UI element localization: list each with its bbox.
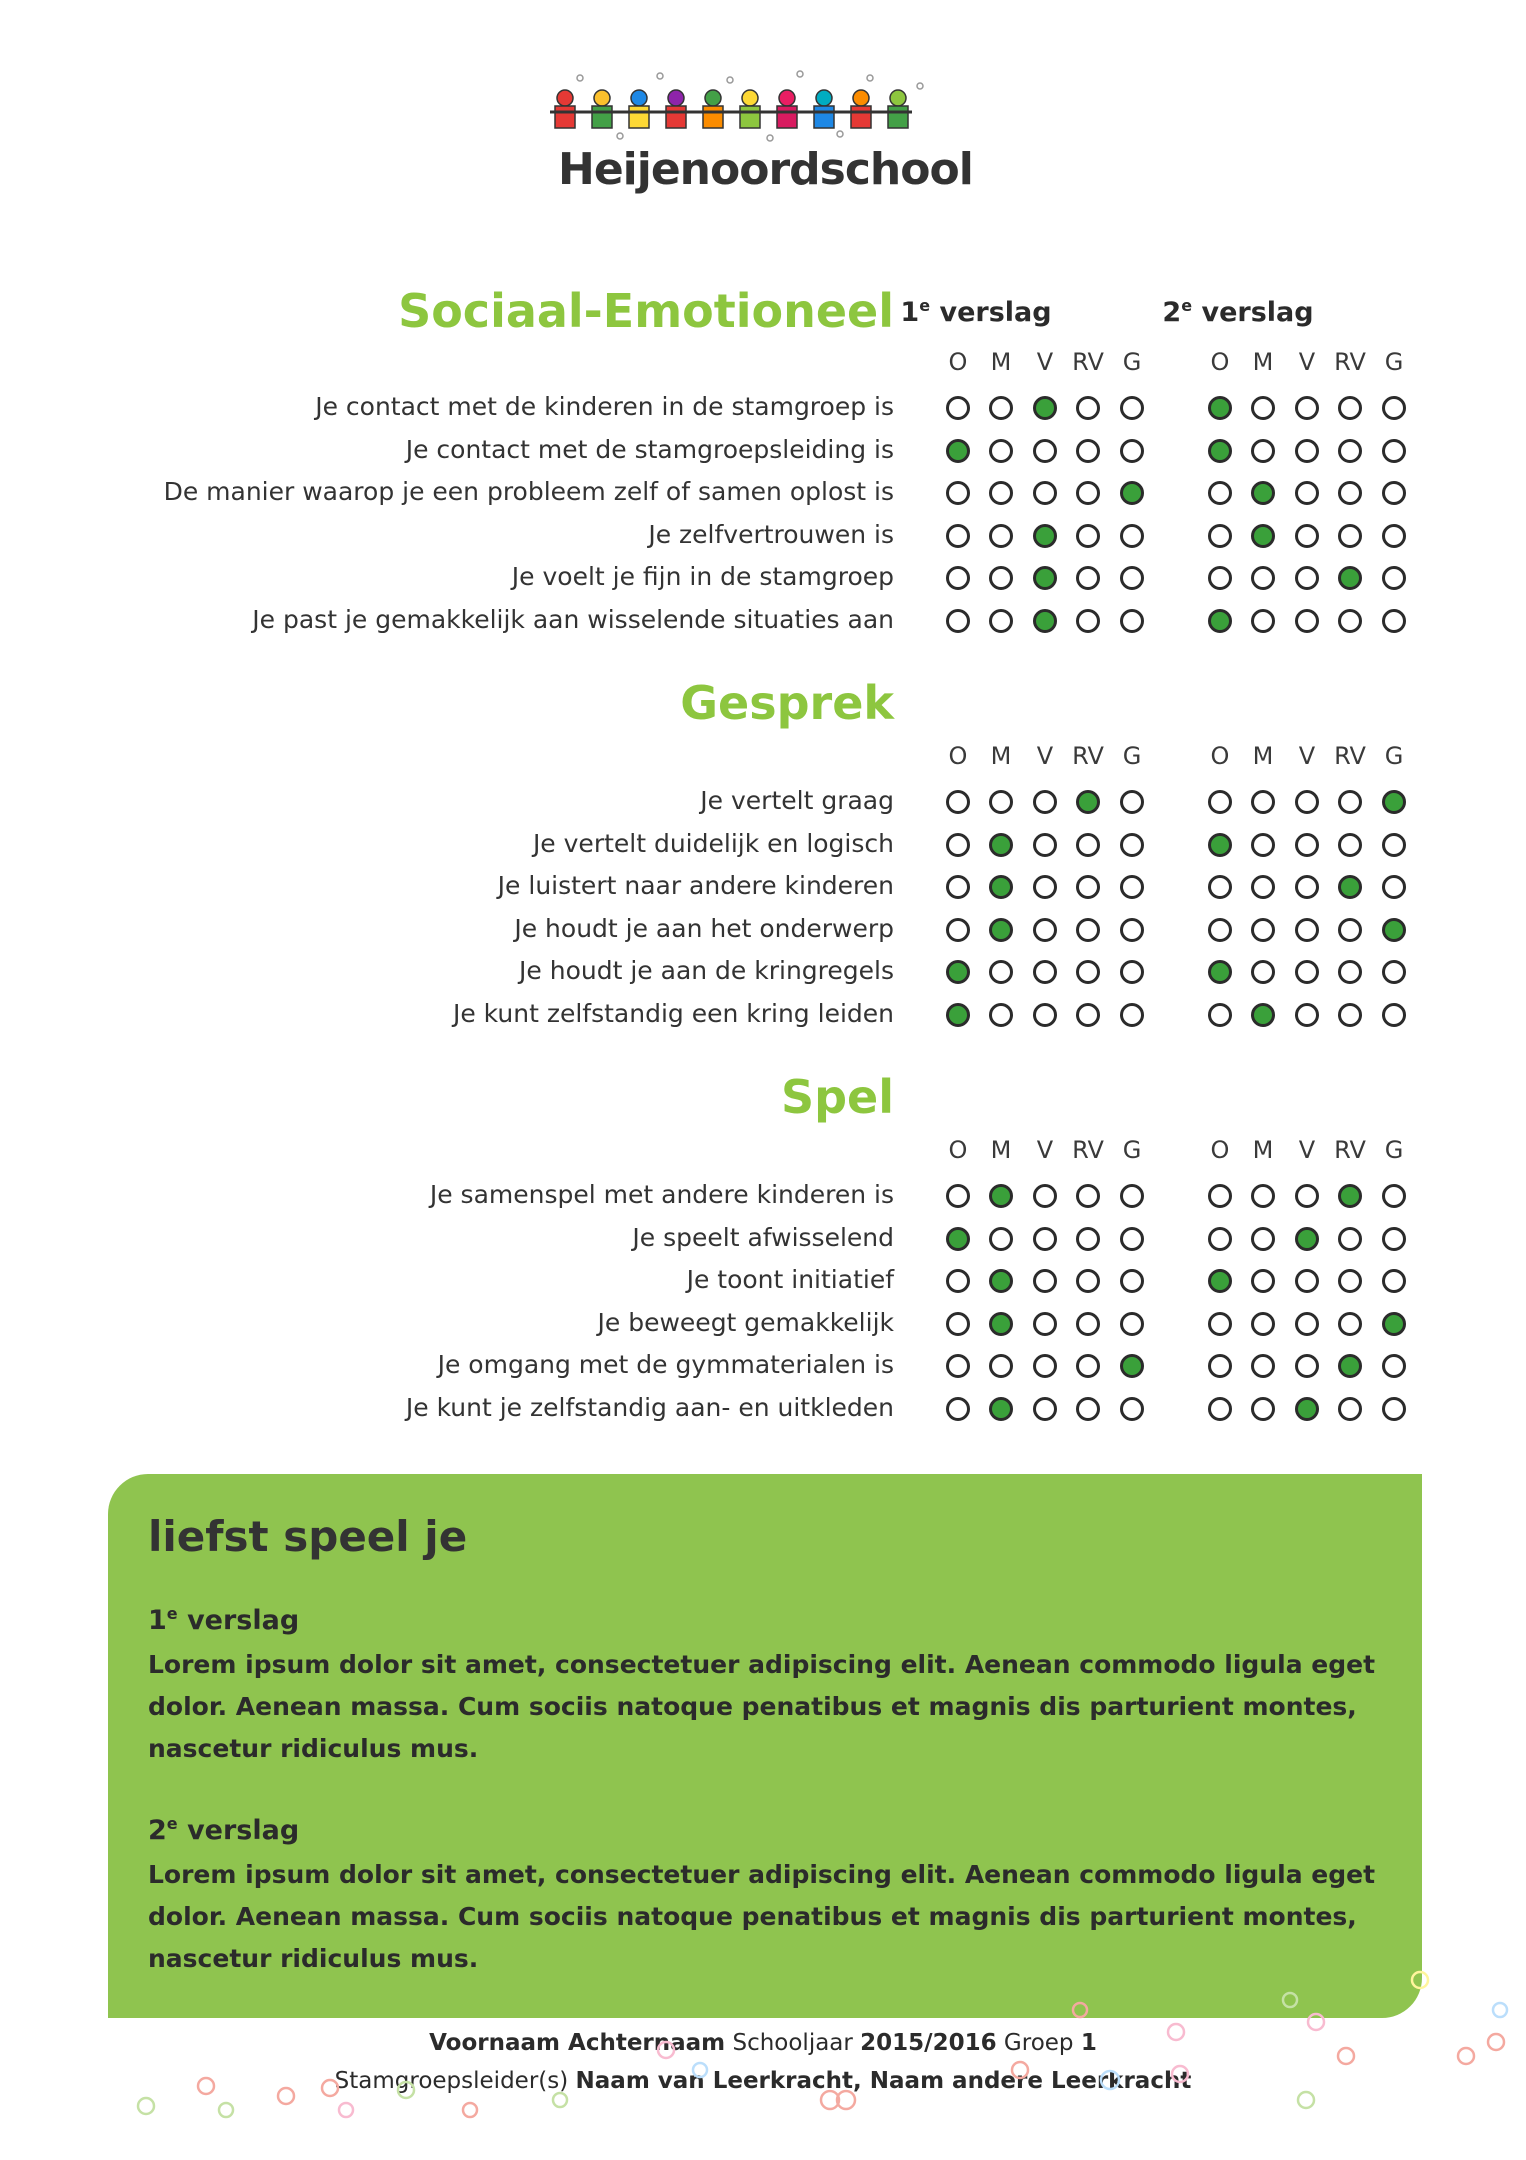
radio-first-g[interactable]: [1120, 875, 1144, 899]
radio-first-m[interactable]: [989, 439, 1013, 463]
rating-row: [0, 599, 1526, 641]
selected-radio-second-v[interactable]: [1295, 1227, 1319, 1251]
radio-first-rv[interactable]: [1076, 609, 1100, 633]
selected-radio-first-m[interactable]: [989, 833, 1013, 857]
school-name: Heijenoordschool: [558, 144, 973, 195]
radio-first-rv[interactable]: [1076, 1312, 1100, 1336]
radio-second-g[interactable]: [1382, 1397, 1406, 1421]
radio-second-m[interactable]: [1251, 875, 1275, 899]
radio-second-o[interactable]: [1208, 918, 1232, 942]
radio-first-rv[interactable]: [1076, 875, 1100, 899]
scale-label-g: G: [1384, 742, 1404, 770]
scale-label-rv: RV: [1334, 1136, 1366, 1164]
radio-second-v[interactable]: [1295, 960, 1319, 984]
radio-second-o[interactable]: [1208, 1312, 1232, 1336]
radio-second-v[interactable]: [1295, 1354, 1319, 1378]
radio-first-v[interactable]: [1033, 875, 1057, 899]
scale-label-m: M: [1252, 742, 1274, 770]
radio-second-v[interactable]: [1295, 566, 1319, 590]
radio-first-rv[interactable]: [1076, 1269, 1100, 1293]
radio-second-o[interactable]: [1208, 481, 1232, 505]
rating-label: De manier waarop je een probleem zelf of samen oplost is: [163, 477, 894, 506]
radio-first-v[interactable]: [1033, 1184, 1057, 1208]
radio-first-rv[interactable]: [1076, 439, 1100, 463]
student-name: Voornaam Achternaam: [429, 2030, 726, 2056]
radio-second-g[interactable]: [1382, 524, 1406, 548]
scale-label-rv: RV: [1072, 1136, 1104, 1164]
selected-radio-second-m[interactable]: [1251, 1003, 1275, 1027]
radio-first-rv[interactable]: [1076, 1397, 1100, 1421]
radio-second-m[interactable]: [1251, 439, 1275, 463]
radio-first-v[interactable]: [1033, 790, 1057, 814]
radio-first-rv[interactable]: [1076, 396, 1100, 420]
radio-second-m[interactable]: [1251, 1269, 1275, 1293]
radio-second-o[interactable]: [1208, 566, 1232, 590]
radio-second-rv[interactable]: [1338, 524, 1362, 548]
selected-radio-first-v[interactable]: [1033, 566, 1057, 590]
radio-second-rv[interactable]: [1338, 960, 1362, 984]
radio-second-rv[interactable]: [1338, 481, 1362, 505]
rating-label: Je zelfvertrouwen is: [648, 519, 894, 549]
radio-first-m[interactable]: [989, 609, 1013, 633]
radio-second-rv[interactable]: [1338, 1269, 1362, 1293]
selected-radio-second-m[interactable]: [1251, 524, 1275, 548]
radio-first-m[interactable]: [989, 481, 1013, 505]
selected-radio-first-g[interactable]: [1120, 1354, 1144, 1378]
rating-label: Je kunt zelfstandig een kring leiden: [452, 998, 894, 1028]
radio-first-o[interactable]: [946, 918, 970, 942]
radio-first-rv[interactable]: [1076, 524, 1100, 548]
selected-radio-second-o[interactable]: [1208, 960, 1232, 984]
scale-label-v: V: [1298, 348, 1316, 376]
radio-second-o[interactable]: [1208, 1003, 1232, 1027]
radio-second-v[interactable]: [1295, 609, 1319, 633]
radio-first-m[interactable]: [989, 960, 1013, 984]
radio-second-m[interactable]: [1251, 1312, 1275, 1336]
selected-radio-second-rv[interactable]: [1338, 1354, 1362, 1378]
selected-radio-second-rv[interactable]: [1338, 1184, 1362, 1208]
radio-second-v[interactable]: [1295, 1269, 1319, 1293]
selected-radio-first-m[interactable]: [989, 1397, 1013, 1421]
rating-label: Je contact met de stamgroepsleiding is: [405, 434, 894, 464]
radio-first-rv[interactable]: [1076, 1184, 1100, 1208]
radio-first-g[interactable]: [1120, 566, 1144, 590]
radio-first-v[interactable]: [1033, 1003, 1057, 1027]
radio-first-v[interactable]: [1033, 1397, 1057, 1421]
selected-radio-first-v[interactable]: [1033, 609, 1057, 633]
rating-label: Je speelt afwisselend: [632, 1222, 894, 1252]
scale-label-m: M: [990, 348, 1012, 376]
selected-radio-second-o[interactable]: [1208, 833, 1232, 857]
radio-first-v[interactable]: [1033, 960, 1057, 984]
teacher-label: Stamgroepsleider(s): [334, 2068, 569, 2094]
radio-second-g[interactable]: [1382, 1269, 1406, 1293]
radio-second-v[interactable]: [1295, 524, 1319, 548]
radio-first-o[interactable]: [946, 524, 970, 548]
selected-radio-first-o[interactable]: [946, 960, 970, 984]
scale-label-rv: RV: [1072, 742, 1104, 770]
section-title: Gesprek: [680, 676, 894, 730]
rating-label: Je omgang met de gymmaterialen is: [437, 1350, 894, 1379]
radio-first-g[interactable]: [1120, 790, 1144, 814]
radio-second-g[interactable]: [1382, 1227, 1406, 1251]
selected-radio-first-v[interactable]: [1033, 524, 1057, 548]
selected-radio-second-rv[interactable]: [1338, 566, 1362, 590]
radio-second-o[interactable]: [1208, 1397, 1232, 1421]
radio-first-rv[interactable]: [1076, 1227, 1100, 1251]
radio-second-m[interactable]: [1251, 1227, 1275, 1251]
radio-second-o[interactable]: [1208, 1184, 1232, 1208]
rating-row: [0, 514, 1526, 556]
radio-second-v[interactable]: [1295, 1184, 1319, 1208]
radio-first-rv[interactable]: [1076, 481, 1100, 505]
radio-first-o[interactable]: [946, 1184, 970, 1208]
scale-label-g: G: [1122, 1136, 1142, 1164]
scale-label-v: V: [1036, 348, 1054, 376]
selected-radio-first-m[interactable]: [989, 1312, 1013, 1336]
selected-radio-second-o[interactable]: [1208, 439, 1232, 463]
radio-second-o[interactable]: [1208, 1227, 1232, 1251]
rating-label: Je houdt je aan de kringregels: [519, 956, 894, 985]
radio-first-rv[interactable]: [1076, 960, 1100, 984]
radio-second-m[interactable]: [1251, 1184, 1275, 1208]
scale-label-o: O: [948, 1136, 968, 1164]
radio-second-g[interactable]: [1382, 1184, 1406, 1208]
rating-row: [0, 386, 1526, 428]
radio-second-m[interactable]: [1251, 1354, 1275, 1378]
favorite-report-2-heading: 2e verslag: [148, 1814, 300, 1846]
radio-first-rv[interactable]: [1076, 1354, 1100, 1378]
scale-label-g: G: [1122, 348, 1142, 376]
radio-first-v[interactable]: [1033, 439, 1057, 463]
section-title: Sociaal-Emotioneel: [398, 284, 894, 338]
radio-second-o[interactable]: [1208, 875, 1232, 899]
radio-second-g[interactable]: [1382, 1003, 1406, 1027]
radio-second-g[interactable]: [1382, 439, 1406, 463]
radio-second-rv[interactable]: [1338, 1003, 1362, 1027]
selected-radio-second-o[interactable]: [1208, 609, 1232, 633]
report-heading-first: 1e verslag: [900, 296, 1052, 328]
selected-radio-first-m[interactable]: [989, 875, 1013, 899]
radio-second-rv[interactable]: [1338, 1227, 1362, 1251]
scale-label-v: V: [1036, 1136, 1054, 1164]
rating-row: [0, 429, 1526, 471]
scale-label-g: G: [1384, 348, 1404, 376]
rating-row: [0, 950, 1526, 992]
favorite-report-1-heading: 1e verslag: [148, 1604, 300, 1636]
selected-radio-first-v[interactable]: [1033, 396, 1057, 420]
radio-first-rv[interactable]: [1076, 833, 1100, 857]
selected-radio-second-g[interactable]: [1382, 1312, 1406, 1336]
selected-radio-first-m[interactable]: [989, 918, 1013, 942]
radio-first-v[interactable]: [1033, 1269, 1057, 1293]
rating-label: Je kunt je zelfstandig aan- en uitkleden: [405, 1392, 894, 1422]
favorite-title: liefst speel je: [148, 1512, 468, 1561]
radio-second-g[interactable]: [1382, 875, 1406, 899]
selected-radio-first-rv[interactable]: [1076, 790, 1100, 814]
radio-second-rv[interactable]: [1338, 1397, 1362, 1421]
rating-label: Je vertelt graag: [700, 786, 894, 815]
rating-row: [0, 1259, 1526, 1301]
radio-first-v[interactable]: [1033, 918, 1057, 942]
rating-row: [0, 823, 1526, 865]
radio-first-m[interactable]: [989, 1003, 1013, 1027]
selected-radio-first-o[interactable]: [946, 1227, 970, 1251]
scale-label-m: M: [990, 742, 1012, 770]
radio-first-o[interactable]: [946, 481, 970, 505]
radio-first-g[interactable]: [1120, 1312, 1144, 1336]
radio-first-o[interactable]: [946, 833, 970, 857]
radio-second-g[interactable]: [1382, 396, 1406, 420]
rating-label: Je toont initiatief: [686, 1265, 894, 1294]
rating-row: [0, 780, 1526, 822]
selected-radio-second-o[interactable]: [1208, 1269, 1232, 1293]
report-heading-second: 2e verslag: [1162, 296, 1314, 328]
radio-first-g[interactable]: [1120, 1269, 1144, 1293]
radio-second-v[interactable]: [1295, 918, 1319, 942]
radio-second-v[interactable]: [1295, 1003, 1319, 1027]
rating-label: Je houdt je aan het onderwerp: [514, 913, 894, 943]
radio-second-v[interactable]: [1295, 481, 1319, 505]
school-logo: [540, 68, 990, 198]
radio-second-v[interactable]: [1295, 875, 1319, 899]
radio-second-m[interactable]: [1251, 790, 1275, 814]
radio-second-g[interactable]: [1382, 609, 1406, 633]
teacher-names: Naam van Leerkracht, Naam andere Leerkracht: [575, 2068, 1192, 2094]
rating-row: [0, 865, 1526, 907]
scale-label-g: G: [1384, 1136, 1404, 1164]
selected-radio-second-o[interactable]: [1208, 396, 1232, 420]
radio-first-m[interactable]: [989, 396, 1013, 420]
rating-row: [0, 908, 1526, 950]
scale-label-m: M: [1252, 348, 1274, 376]
selected-radio-second-m[interactable]: [1251, 481, 1275, 505]
radio-second-rv[interactable]: [1338, 439, 1362, 463]
radio-second-v[interactable]: [1295, 1312, 1319, 1336]
radio-first-g[interactable]: [1120, 1184, 1144, 1208]
radio-first-v[interactable]: [1033, 833, 1057, 857]
radio-first-rv[interactable]: [1076, 1003, 1100, 1027]
radio-second-m[interactable]: [1251, 918, 1275, 942]
rating-row: [0, 1302, 1526, 1344]
radio-second-m[interactable]: [1251, 396, 1275, 420]
favorite-play-box: [108, 1474, 1422, 2018]
rating-label: Je samenspel met andere kinderen is: [429, 1180, 894, 1209]
radio-first-rv[interactable]: [1076, 566, 1100, 590]
radio-first-o[interactable]: [946, 790, 970, 814]
radio-first-m[interactable]: [989, 1354, 1013, 1378]
radio-second-o[interactable]: [1208, 524, 1232, 548]
school-year: 2015/2016: [860, 2030, 997, 2056]
radio-first-g[interactable]: [1120, 1003, 1144, 1027]
radio-second-o[interactable]: [1208, 790, 1232, 814]
scale-label-o: O: [948, 742, 968, 770]
group-number: 1: [1080, 2030, 1097, 2056]
year-label: Schooljaar: [732, 2030, 853, 2056]
radio-first-v[interactable]: [1033, 1227, 1057, 1251]
rating-row: [0, 1174, 1526, 1216]
scale-label-v: V: [1298, 742, 1316, 770]
scale-label-g: G: [1122, 742, 1142, 770]
radio-second-rv[interactable]: [1338, 396, 1362, 420]
radio-second-rv[interactable]: [1338, 790, 1362, 814]
radio-first-m[interactable]: [989, 1227, 1013, 1251]
radio-second-v[interactable]: [1295, 790, 1319, 814]
radio-first-o[interactable]: [946, 1269, 970, 1293]
radio-first-m[interactable]: [989, 790, 1013, 814]
rating-label: Je beweegt gemakkelijk: [597, 1307, 894, 1337]
scale-label-o: O: [1210, 1136, 1230, 1164]
radio-first-g[interactable]: [1120, 396, 1144, 420]
radio-first-g[interactable]: [1120, 524, 1144, 548]
radio-first-g[interactable]: [1120, 1397, 1144, 1421]
radio-second-m[interactable]: [1251, 833, 1275, 857]
radio-first-o[interactable]: [946, 609, 970, 633]
radio-first-o[interactable]: [946, 396, 970, 420]
selected-radio-second-g[interactable]: [1382, 918, 1406, 942]
rating-label: Je contact met de kinderen in de stamgroep is: [315, 392, 894, 421]
rating-row: [0, 1217, 1526, 1259]
scale-label-rv: RV: [1334, 742, 1366, 770]
selected-radio-second-g[interactable]: [1382, 790, 1406, 814]
selected-radio-first-o[interactable]: [946, 1003, 970, 1027]
radio-first-m[interactable]: [989, 524, 1013, 548]
radio-second-v[interactable]: [1295, 833, 1319, 857]
scale-label-o: O: [948, 348, 968, 376]
radio-first-g[interactable]: [1120, 960, 1144, 984]
favorite-report-1-text: Lorem ipsum dolor sit amet, consectetuer adipiscing elit. Aenean commodo ligula eget dolor. Aenean massa. Cum sociis natoque penatibus et magnis dis parturient montes, nascetur ridiculus mus.: [148, 1650, 1376, 1763]
radio-first-o[interactable]: [946, 1354, 970, 1378]
radio-second-m[interactable]: [1251, 566, 1275, 590]
radio-second-m[interactable]: [1251, 960, 1275, 984]
rating-row: [0, 471, 1526, 513]
radio-first-o[interactable]: [946, 566, 970, 590]
scale-label-v: V: [1036, 742, 1054, 770]
radio-first-v[interactable]: [1033, 1312, 1057, 1336]
selected-radio-second-rv[interactable]: [1338, 875, 1362, 899]
scale-label-m: M: [1252, 1136, 1274, 1164]
scale-label-m: M: [990, 1136, 1012, 1164]
radio-second-v[interactable]: [1295, 396, 1319, 420]
radio-first-m[interactable]: [989, 566, 1013, 590]
favorite-report-2-text: Lorem ipsum dolor sit amet, consectetuer adipiscing elit. Aenean commodo ligula eget dolor. Aenean massa. Cum sociis natoque penatibus et magnis dis parturient montes, nascetur ridiculus mus.: [148, 1860, 1376, 1973]
radio-first-v[interactable]: [1033, 1354, 1057, 1378]
radio-second-m[interactable]: [1251, 609, 1275, 633]
radio-first-g[interactable]: [1120, 1227, 1144, 1251]
children-chain-icon: [540, 68, 990, 148]
radio-first-g[interactable]: [1120, 918, 1144, 942]
rating-label: Je luistert naar andere kinderen: [497, 871, 894, 900]
selected-radio-first-m[interactable]: [989, 1184, 1013, 1208]
radio-second-g[interactable]: [1382, 481, 1406, 505]
radio-first-o[interactable]: [946, 875, 970, 899]
radio-first-g[interactable]: [1120, 439, 1144, 463]
radio-second-v[interactable]: [1295, 439, 1319, 463]
radio-second-g[interactable]: [1382, 833, 1406, 857]
radio-second-rv[interactable]: [1338, 1312, 1362, 1336]
radio-second-rv[interactable]: [1338, 918, 1362, 942]
radio-first-v[interactable]: [1033, 481, 1057, 505]
radio-first-g[interactable]: [1120, 609, 1144, 633]
radio-second-g[interactable]: [1382, 566, 1406, 590]
radio-second-rv[interactable]: [1338, 609, 1362, 633]
radio-second-m[interactable]: [1251, 1397, 1275, 1421]
rating-label: Je past je gemakkelijk aan wisselende situaties aan: [252, 604, 894, 634]
radio-second-g[interactable]: [1382, 960, 1406, 984]
scale-label-rv: RV: [1334, 348, 1366, 376]
radio-first-g[interactable]: [1120, 833, 1144, 857]
rating-label: Je voelt je fijn in de stamgroep: [511, 562, 894, 591]
radio-second-o[interactable]: [1208, 1354, 1232, 1378]
rating-row: [0, 1387, 1526, 1429]
scale-label-o: O: [1210, 742, 1230, 770]
section-title: Spel: [780, 1070, 894, 1124]
rating-label: Je vertelt duidelijk en logisch: [532, 828, 894, 858]
rating-row: [0, 1344, 1526, 1386]
selected-radio-first-g[interactable]: [1120, 481, 1144, 505]
scale-label-rv: RV: [1072, 348, 1104, 376]
scale-label-v: V: [1298, 1136, 1316, 1164]
radio-first-o[interactable]: [946, 1312, 970, 1336]
confetti-decoration: [0, 1960, 1526, 2160]
selected-radio-first-o[interactable]: [946, 439, 970, 463]
group-label: Groep: [1003, 2030, 1074, 2056]
radio-second-g[interactable]: [1382, 1354, 1406, 1378]
selected-radio-first-m[interactable]: [989, 1269, 1013, 1293]
rating-row: [0, 993, 1526, 1035]
selected-radio-second-v[interactable]: [1295, 1397, 1319, 1421]
scale-label-o: O: [1210, 348, 1230, 376]
radio-first-o[interactable]: [946, 1397, 970, 1421]
rating-row: [0, 556, 1526, 598]
radio-first-rv[interactable]: [1076, 918, 1100, 942]
radio-second-rv[interactable]: [1338, 833, 1362, 857]
